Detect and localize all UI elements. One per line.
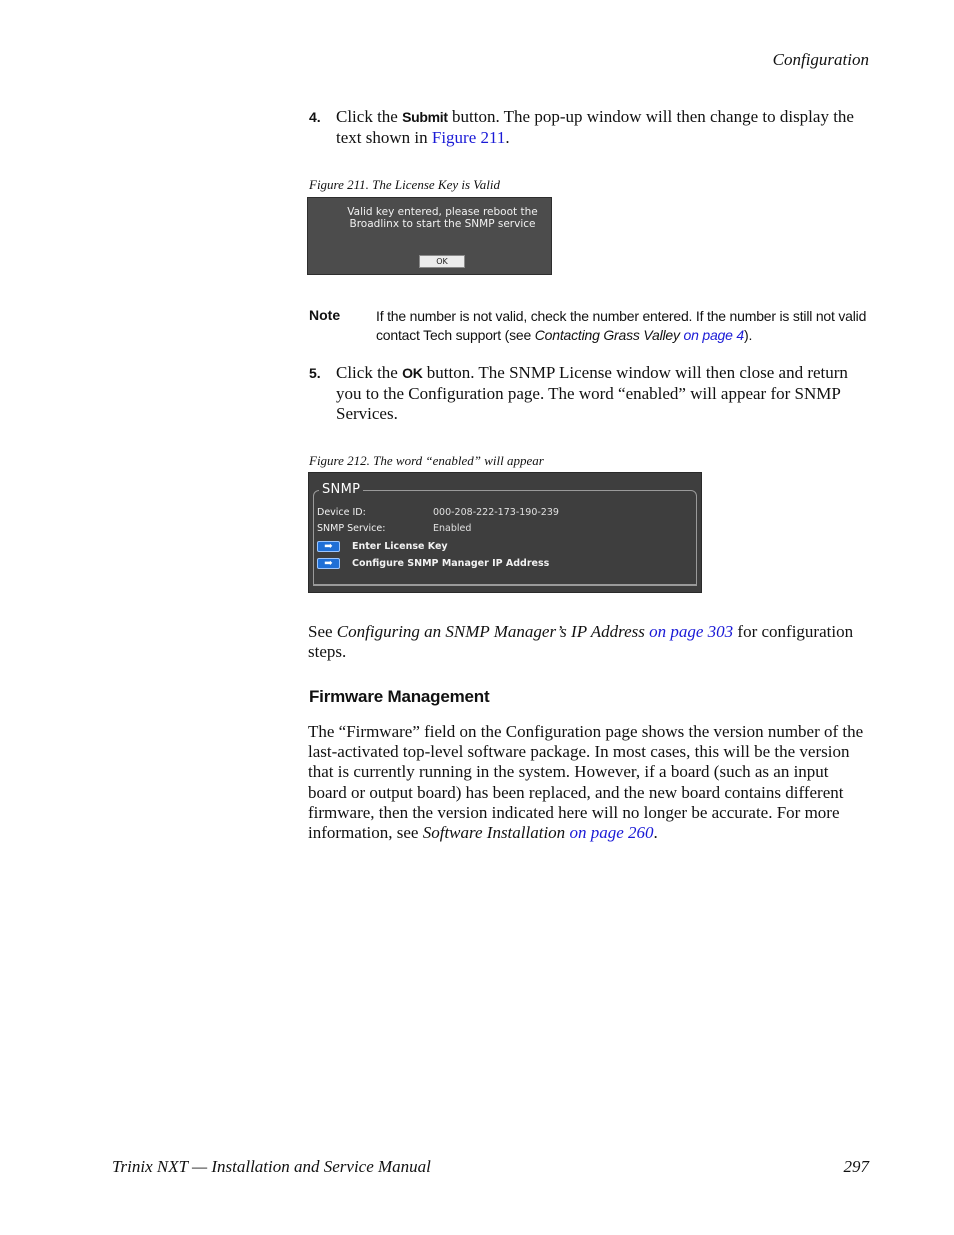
- step-text: button. The pop-up window will then change to display the text shown in: [336, 107, 854, 147]
- footer-title: Trinix NXT — Installation and Service Manual: [112, 1157, 431, 1176]
- firmware-italic-ref: Software Installation: [422, 823, 566, 843]
- page-303-link[interactable]: on page 303: [649, 622, 734, 641]
- snmp-group-frame: [313, 490, 697, 586]
- step-text: .: [505, 127, 510, 147]
- ui-term-submit: Submit: [402, 109, 448, 125]
- step-number: 4.: [309, 109, 321, 125]
- step-text: Click the: [336, 363, 403, 382]
- ui-term-ok: OK: [402, 365, 423, 381]
- configure-snmp-manager-link[interactable]: Configure SNMP Manager IP Address: [352, 558, 550, 569]
- step-5: [309, 363, 869, 425]
- note-body-end: ).: [744, 326, 753, 343]
- para-text-end: for configuration steps.: [308, 622, 854, 662]
- note-italic-ref: Contacting Grass Valley: [534, 326, 680, 343]
- see-italic-ref: Configuring an SNMP Manager’s IP Address: [336, 622, 645, 641]
- figure-211-caption: Figure 211. The License Key is Valid: [309, 177, 501, 192]
- dialog-message-line2: Broadlinx to start the SNMP service: [349, 218, 536, 230]
- dialog-message-line1: Valid key entered, please reboot the: [347, 206, 538, 218]
- step-number: 5.: [309, 365, 321, 381]
- page-4-link[interactable]: on page 4: [683, 326, 744, 343]
- figure-212-snmp-panel: [308, 472, 702, 593]
- dialog-message: [308, 206, 551, 230]
- ok-button[interactable]: OK: [419, 255, 465, 268]
- step-body: [336, 363, 869, 425]
- para-text-end: .: [653, 823, 658, 843]
- step-body: [336, 107, 869, 148]
- step-text: Click the: [336, 107, 403, 126]
- snmp-group-legend: SNMP: [319, 482, 363, 497]
- section-heading: Firmware Management: [309, 687, 490, 706]
- note-text: [376, 307, 870, 344]
- figure-212-caption: Figure 212. The word “enabled” will appear: [309, 453, 544, 468]
- device-id-label: Device ID:: [317, 507, 366, 518]
- step-text: button. The SNMP License window will then close and return you to the Configuration page. The word “enabled” will appear for SNMP Services.: [336, 363, 848, 423]
- page-number: 297: [843, 1157, 869, 1176]
- arrow-right-icon[interactable]: ➡: [317, 541, 340, 552]
- see-paragraph: [308, 622, 868, 662]
- page-260-link[interactable]: on page 260: [569, 823, 654, 843]
- note-body: If the number is not valid, check the number entered. If the number is still not valid contact Tech support (see: [376, 308, 867, 343]
- figure-211-dialog: [307, 197, 552, 275]
- para-text: The “Firmware” field on the Configuration page shows the version number of the last-activated top-level software package. In most cases, this will be the version that is currently running in the system. However, if a board (such as an input board or output board) has been replaced, and the new board contains different firmware, then the version indicated here will no longer be accurate. For more information, see: [308, 722, 864, 843]
- arrow-right-icon[interactable]: ➡: [317, 558, 340, 569]
- running-header: Configuration: [772, 50, 869, 69]
- snmp-service-value: Enabled: [433, 523, 472, 534]
- note-label: Note: [309, 307, 341, 323]
- figure-211-link[interactable]: Figure 211: [431, 127, 506, 147]
- para-text: See: [308, 622, 337, 641]
- step-4: [309, 107, 869, 148]
- enter-license-key-link[interactable]: Enter License Key: [352, 541, 448, 552]
- snmp-service-label: SNMP Service:: [317, 523, 386, 534]
- firmware-paragraph: [308, 722, 868, 843]
- device-id-value: 000-208-222-173-190-239: [433, 507, 559, 518]
